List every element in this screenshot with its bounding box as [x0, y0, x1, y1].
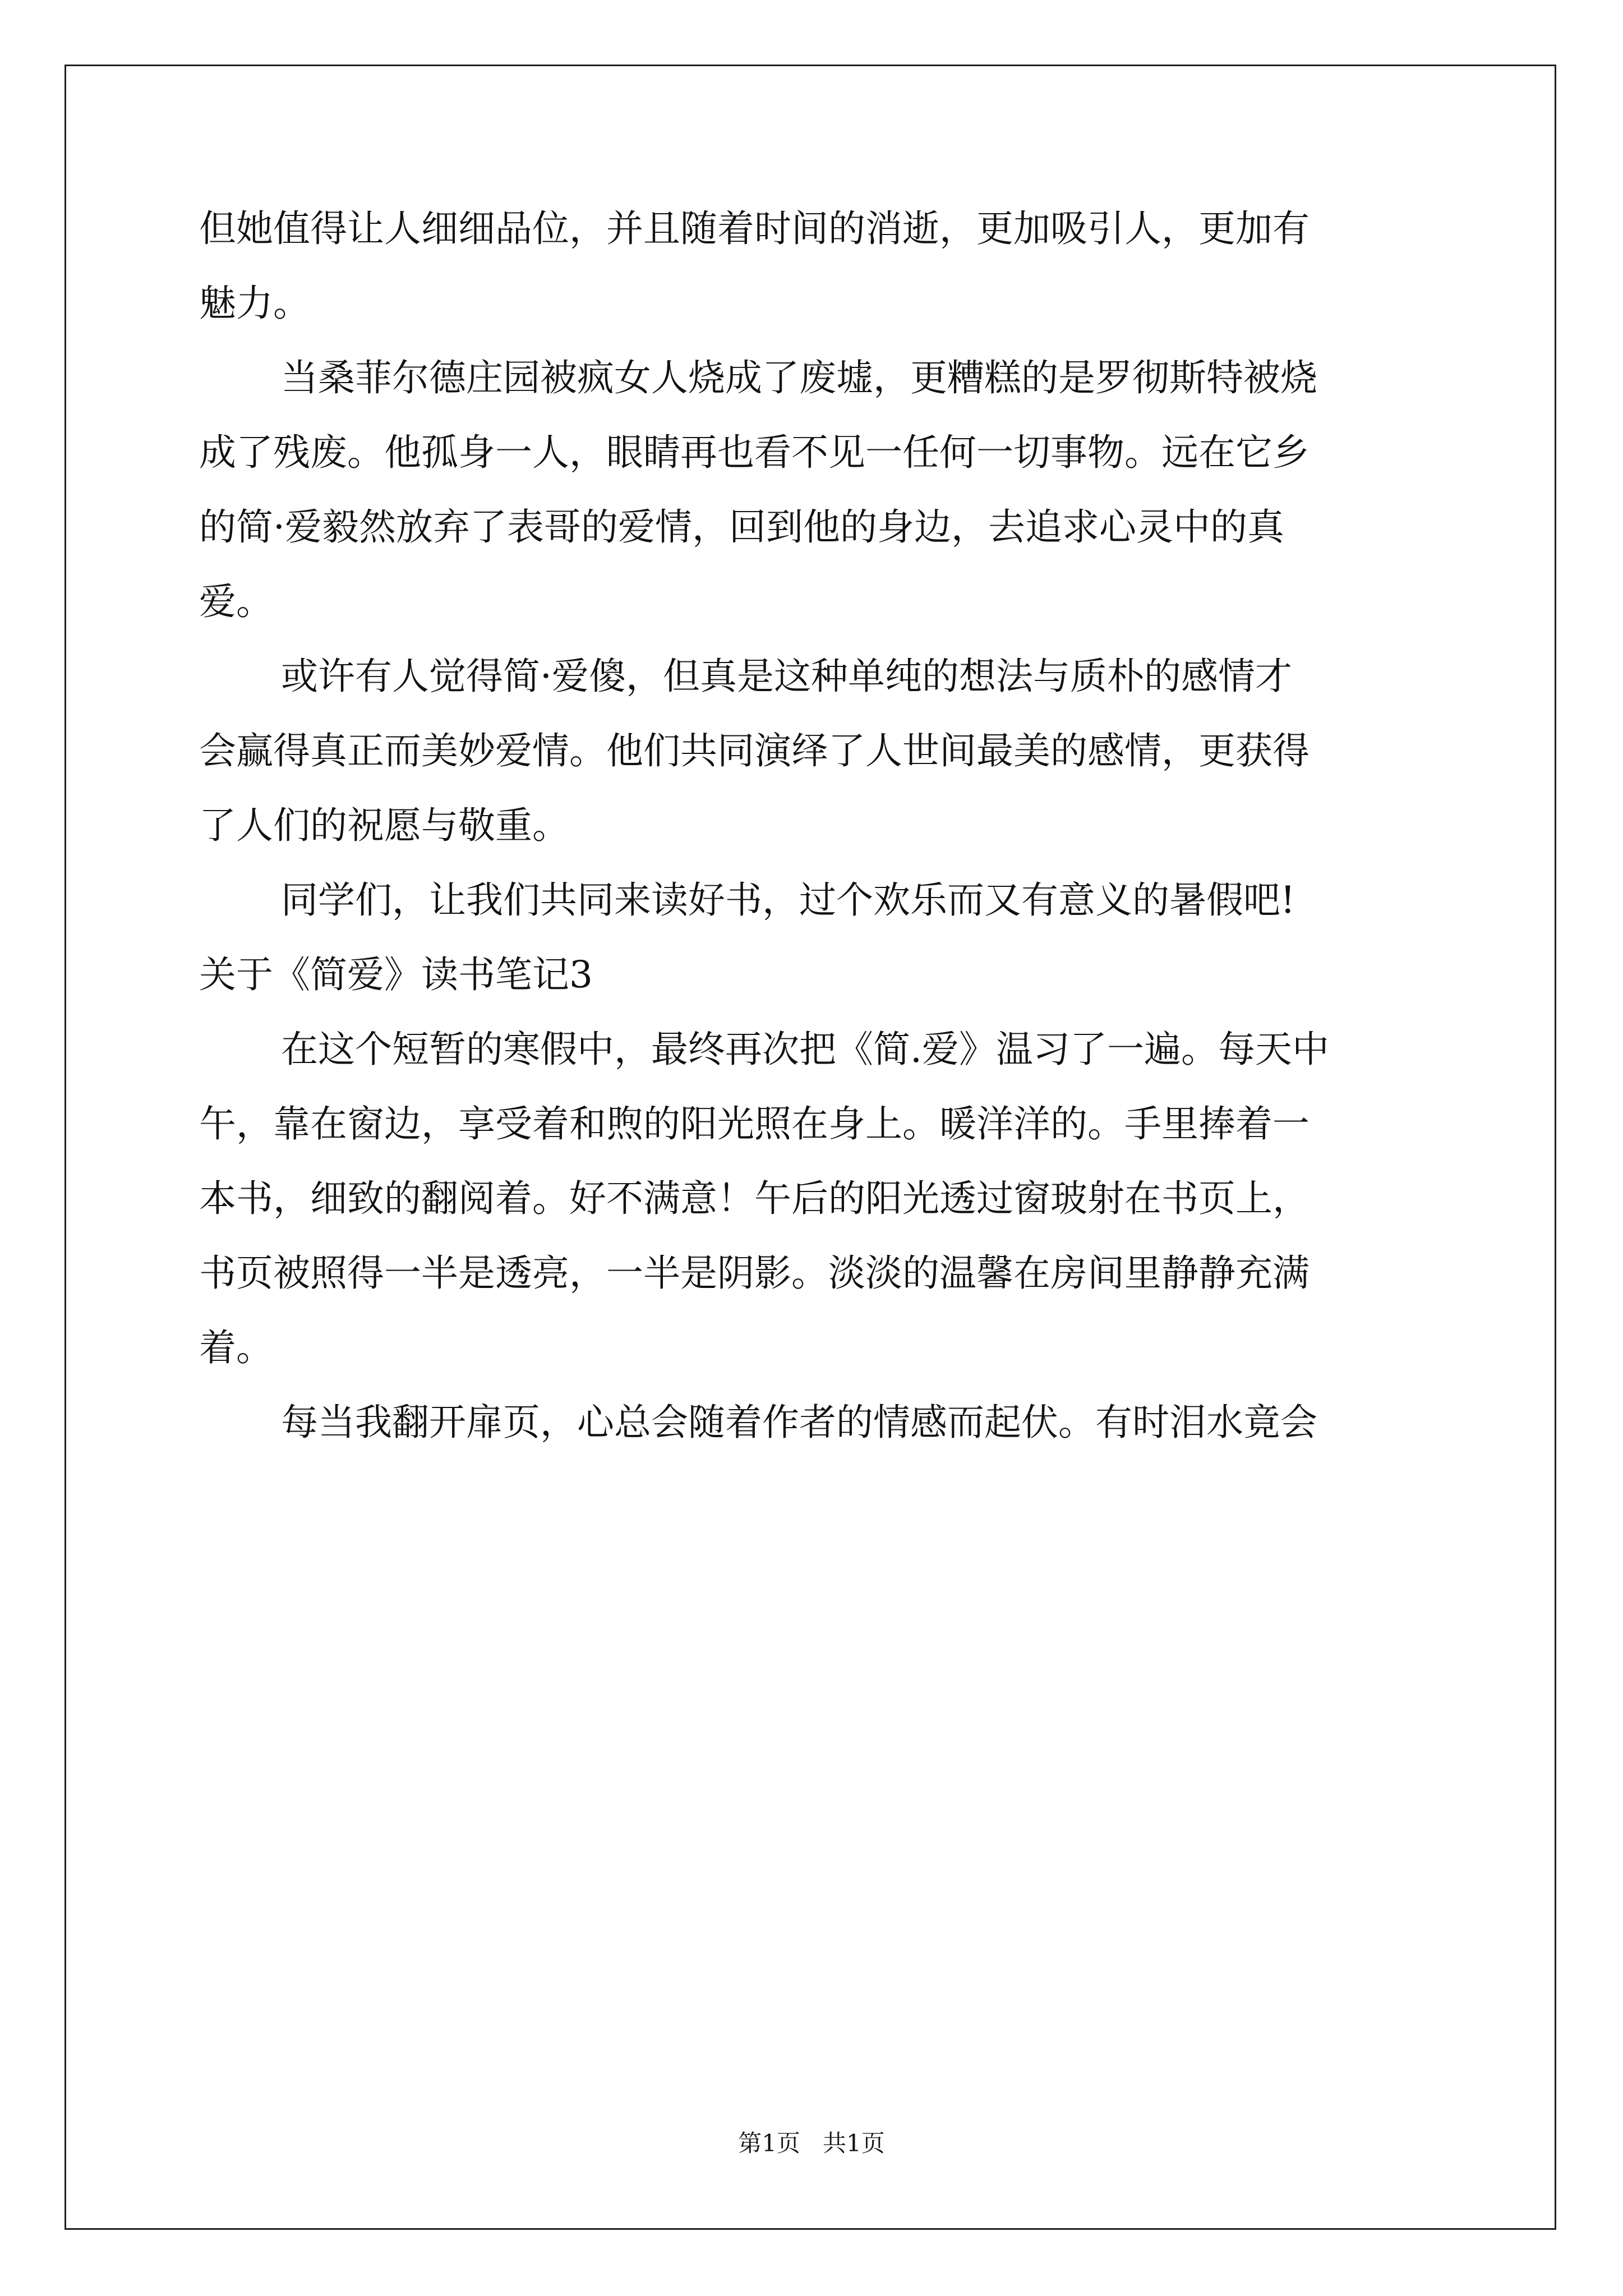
paragraph-first-line: 在这个短暂的寒假中，最终再次把《简.爱》温习了一遍。每天中 [281, 1028, 1329, 1071]
paragraph-first-line: 当桑菲尔德庄园被疯女人烧成了废墟，更糟糕的是罗彻斯特被烧 [281, 356, 1317, 399]
paragraph-first-line: 同学们，让我们共同来读好书，过个欢乐而又有意义的暑假吧! [281, 878, 1295, 922]
text-line: 了人们的祝愿与敬重。 [199, 804, 569, 847]
text-line: 午，靠在窗边，享受着和煦的阳光照在身上。暖洋洋的。手里捧着一 [199, 1102, 1310, 1145]
text-line: 魅力。 [199, 282, 310, 325]
text-line: 会赢得真正而美妙爱情。他们共同演绎了人世间最美的感情，更获得 [199, 729, 1310, 772]
text-line: 本书，细致的翻阅着。好不满意！午后的阳光透过窗玻射在书页上， [199, 1177, 1310, 1220]
text-line: 的简·爱毅然放弃了表哥的爱情，回到他的身边，去追求心灵中的真 [199, 505, 1284, 549]
paragraph-first-line: 或许有人觉得简·爱傻，但真是这种单纯的想法与质朴的感情才 [281, 655, 1292, 698]
text-line: 着。 [199, 1326, 273, 1369]
text-line: 但她值得让人细细品位，并且随着时间的消逝，更加吸引人，更加有 [199, 207, 1310, 250]
text-line: 书页被照得一半是透亮，一半是阴影。淡淡的温馨在房间里静静充满 [199, 1251, 1310, 1295]
text-line: 成了残废。他孤身一人，眼睛再也看不见一任何一切事物。远在它乡 [199, 431, 1310, 474]
section-heading: 关于《简爱》读书笔记3 [199, 953, 593, 996]
paragraph-first-line: 每当我翻开扉页，心总会随着作者的情感而起伏。有时泪水竟会 [281, 1401, 1317, 1444]
text-line: 爱。 [199, 580, 273, 623]
page-total: 共1页 [823, 2129, 885, 2157]
page-number: 第1页 [738, 2129, 800, 2157]
page-footer [0, 2129, 1623, 2157]
